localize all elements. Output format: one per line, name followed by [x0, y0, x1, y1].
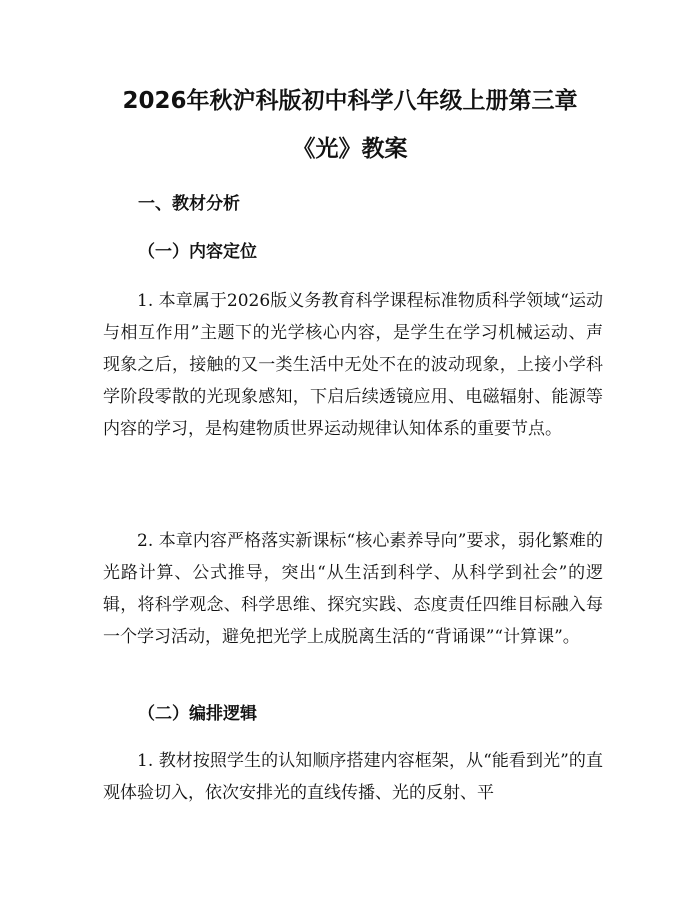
- paragraph-2: 2. 本章内容严格落实新课标“核心素养导向”要求，弱化繁难的光路计算、公式推导，突出“从生活到科学、从科学到社会”的逻辑，将科学观念、科学思维、探究实践、态度责任四维目标融入每一个学习活动，避免把光学上成脱离生活的“背诵课”“计算课”。: [103, 531, 603, 647]
- subsection-heading-arrangement-logic: （二）编排逻辑: [138, 704, 257, 724]
- paragraph-3: 1. 教材按照学生的认知顺序搭建内容框架，从“能看到光”的直观体验切入，依次安排光的直线传播、光的反射、平: [103, 751, 603, 803]
- document-title-line-2: 《光》教案: [292, 136, 408, 162]
- document-title-line-1: 2026年秋沪科版初中科学八年级上册第三章: [122, 88, 578, 114]
- subsection-heading-content-positioning: （一）内容定位: [138, 242, 257, 262]
- section-heading-textbook-analysis: 一、教材分析: [138, 194, 240, 214]
- paragraph-1: 1. 本章属于2026版义务教育科学课程标准物质科学领域“运动与相互作用”主题下的光学核心内容，是学生在学习机械运动、声现象之后，接触的又一类生活中无处不在的波动现象，上接小学科学阶段零散的光现象感知，下启后续透镜应用、电磁辐射、能源等内容的学习，是构建物质世界运动规律认知体系的重要节点。: [103, 291, 603, 439]
